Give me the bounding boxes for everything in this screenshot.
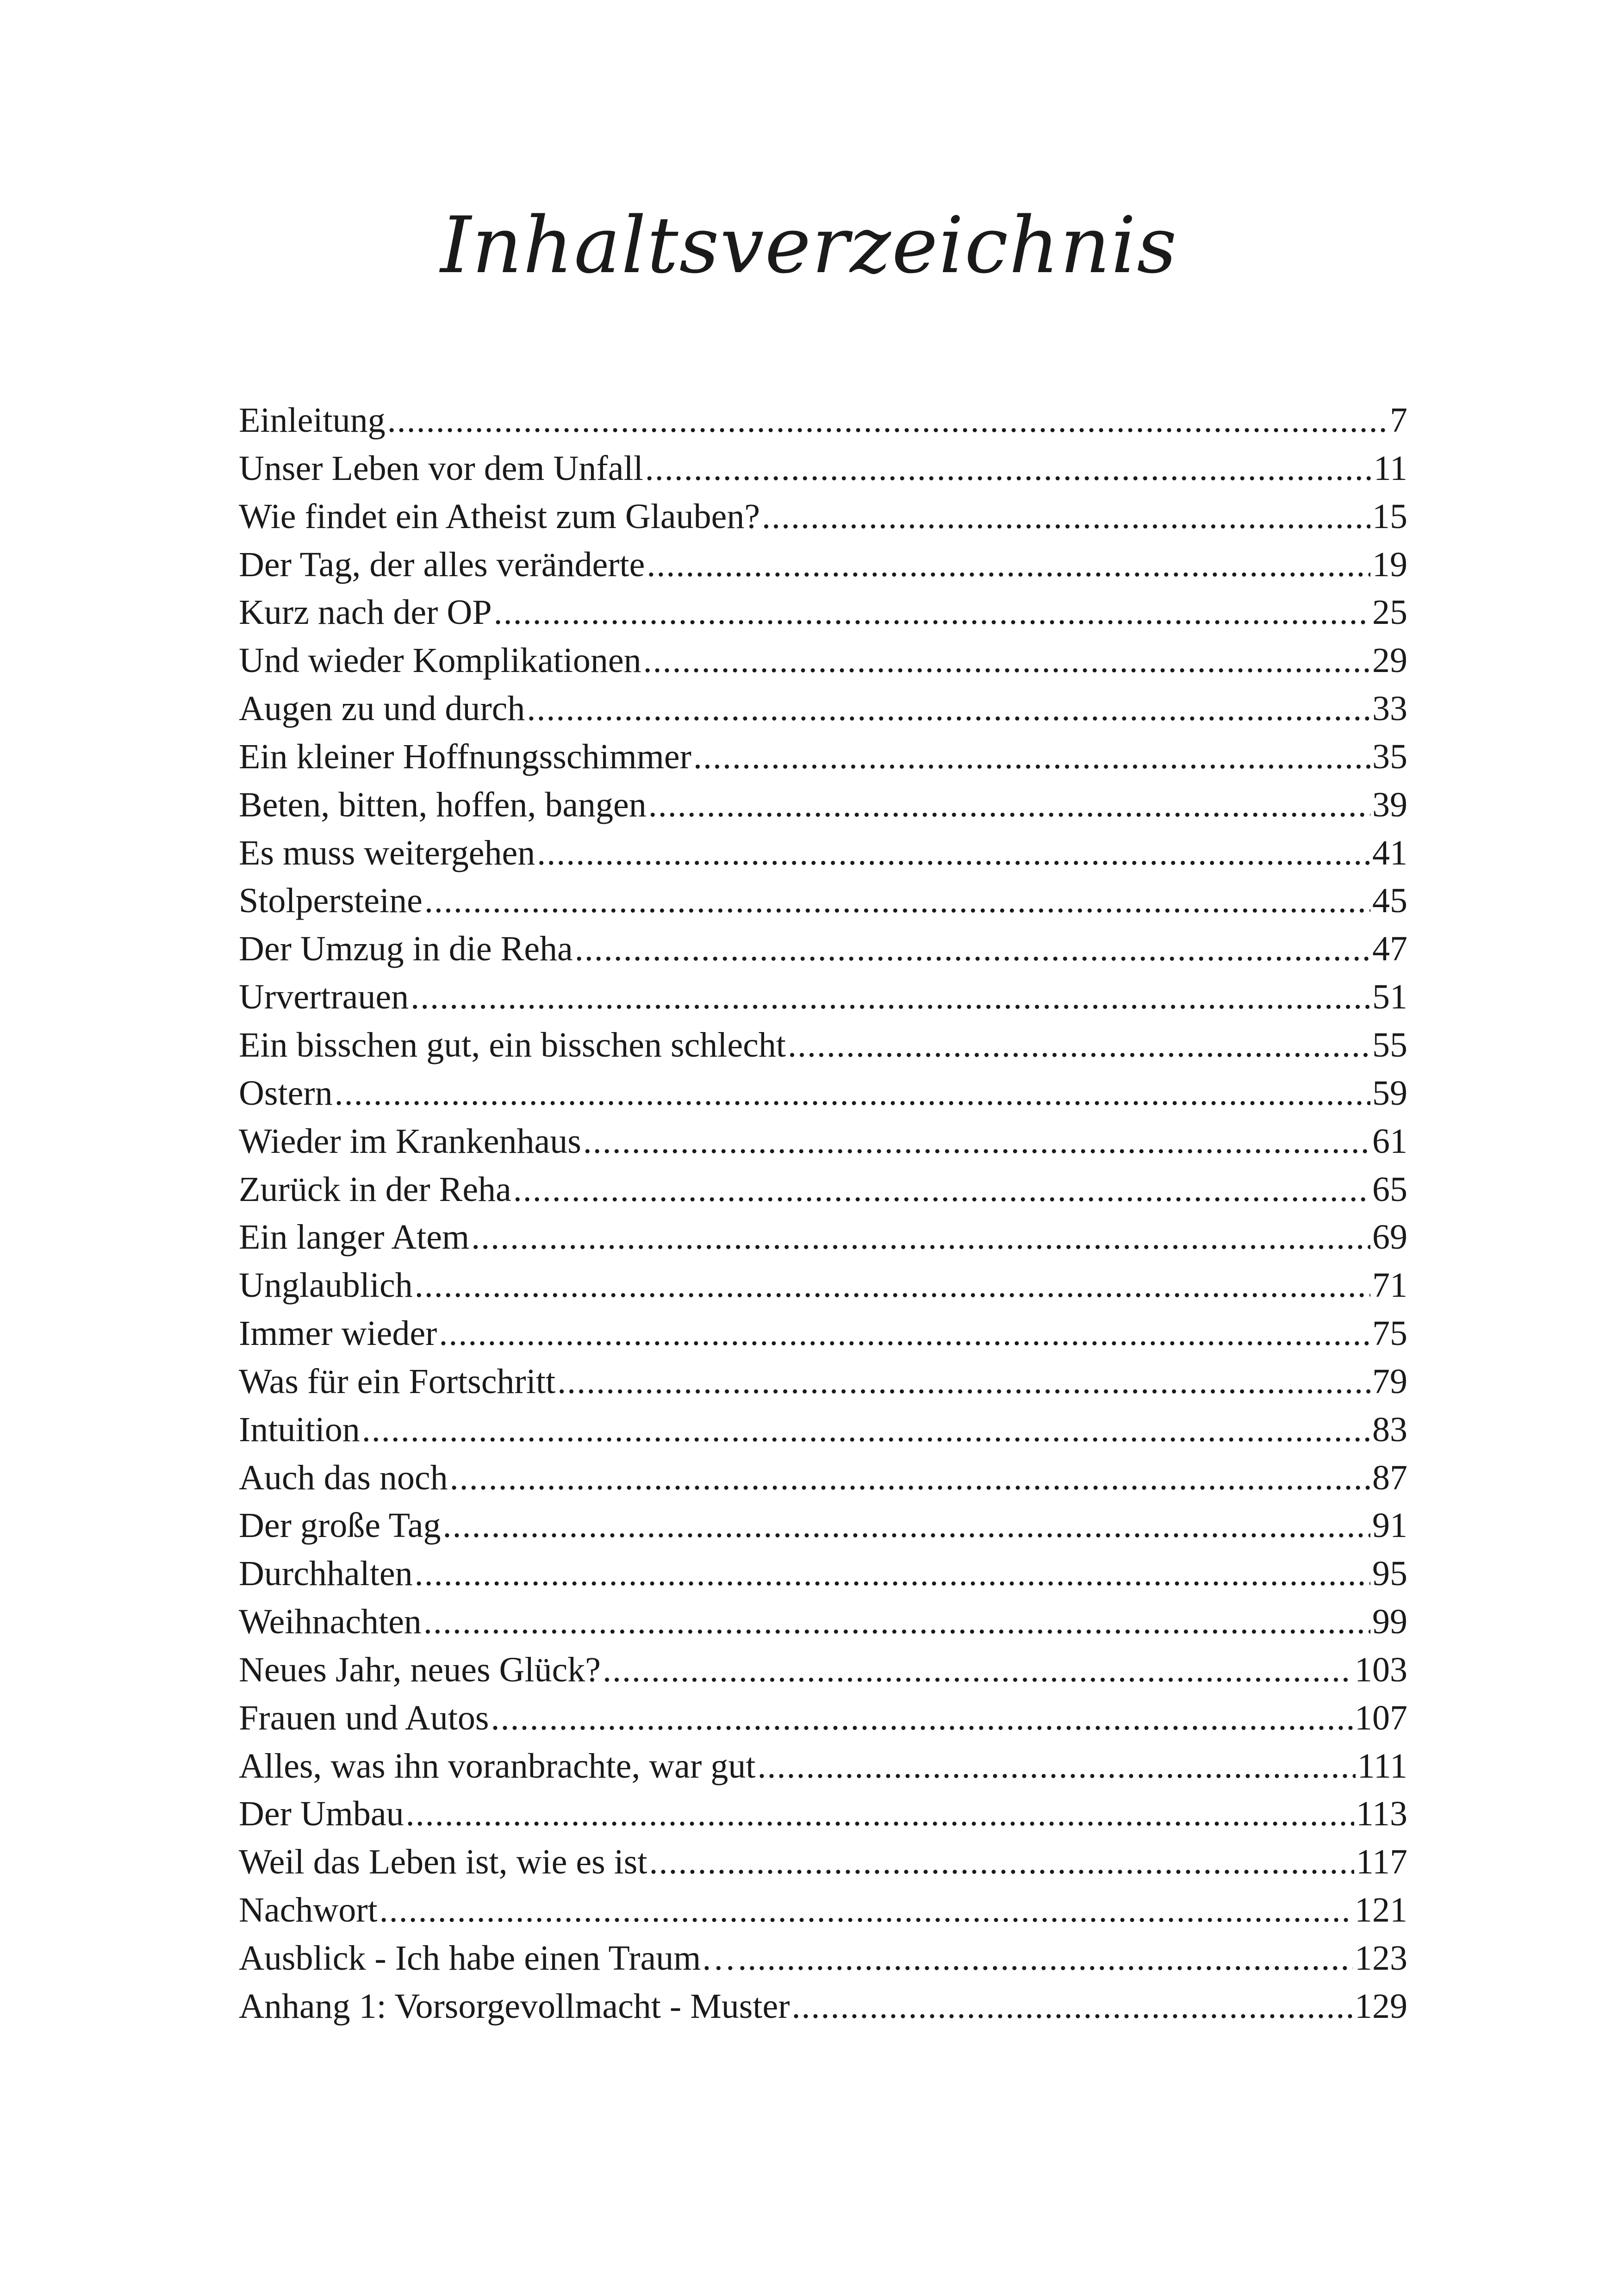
toc-entry bbox=[239, 1021, 1407, 1070]
toc-entry bbox=[239, 1213, 1407, 1262]
toc-entry-page-number: 65 bbox=[1372, 1170, 1407, 1209]
toc-entry-page-number: 95 bbox=[1372, 1554, 1407, 1593]
table-of-contents bbox=[239, 397, 1407, 2031]
toc-entry-page-number: 91 bbox=[1372, 1506, 1407, 1545]
toc-entry-title: Ein bisschen gut, ein bisschen schlecht bbox=[239, 1025, 786, 1064]
toc-entry-title: Stolpersteine bbox=[239, 881, 423, 921]
toc-entry-page-number: 15 bbox=[1372, 497, 1407, 536]
toc-entry-title: Der Tag, der alles veränderte bbox=[239, 545, 645, 584]
toc-entry-title: Neues Jahr, neues Glück? bbox=[239, 1650, 601, 1689]
toc-dot-leader bbox=[557, 1358, 1370, 1406]
toc-entry-page-number: 25 bbox=[1372, 593, 1407, 632]
toc-dot-leader bbox=[693, 733, 1370, 781]
toc-entry-page-number: 55 bbox=[1372, 1025, 1407, 1064]
toc-entry bbox=[239, 685, 1407, 733]
toc-dot-leader bbox=[792, 1983, 1353, 2031]
toc-dot-leader bbox=[380, 1886, 1353, 1935]
toc-entry-page-number: 51 bbox=[1372, 977, 1407, 1017]
toc-entry-title: Augen zu und durch bbox=[239, 689, 525, 728]
toc-dot-leader bbox=[471, 1213, 1370, 1262]
toc-dot-leader bbox=[537, 829, 1370, 877]
toc-entry bbox=[239, 1262, 1407, 1310]
toc-entry-page-number: 103 bbox=[1355, 1650, 1407, 1689]
toc-dot-leader bbox=[335, 1070, 1370, 1118]
toc-entry-title: Wie findet ein Atheist zum Glauben? bbox=[239, 497, 760, 536]
toc-entry-page-number: 111 bbox=[1357, 1746, 1407, 1786]
toc-dot-leader bbox=[494, 589, 1370, 637]
toc-entry-title: Anhang 1: Vorsorgevollmacht - Muster bbox=[239, 1986, 790, 2026]
toc-entry-title: Urvertrauen bbox=[239, 977, 409, 1017]
toc-entry-title: Zurück in der Reha bbox=[239, 1170, 511, 1209]
toc-entry bbox=[239, 1598, 1407, 1646]
toc-entry-page-number: 113 bbox=[1356, 1794, 1407, 1834]
toc-entry-title: Weihnachten bbox=[239, 1602, 422, 1642]
toc-dot-leader bbox=[406, 1790, 1354, 1838]
toc-entry bbox=[239, 397, 1407, 445]
toc-entry-title: Beten, bitten, hoffen, bangen bbox=[239, 785, 647, 824]
toc-dot-leader bbox=[439, 1310, 1370, 1358]
toc-entry bbox=[239, 1070, 1407, 1118]
toc-entry-page-number: 83 bbox=[1372, 1410, 1407, 1449]
toc-entry-title: Nachwort bbox=[239, 1891, 378, 1930]
toc-entry-page-number: 121 bbox=[1355, 1891, 1407, 1930]
toc-entry-page-number: 87 bbox=[1372, 1458, 1407, 1497]
toc-dot-leader bbox=[411, 973, 1370, 1021]
toc-entry-page-number: 47 bbox=[1372, 929, 1407, 969]
toc-entry-page-number: 75 bbox=[1372, 1314, 1407, 1353]
toc-entry bbox=[239, 1790, 1407, 1838]
toc-dot-leader bbox=[362, 1406, 1370, 1454]
toc-entry-title: Einleitung bbox=[239, 401, 386, 440]
toc-entry-page-number: 33 bbox=[1372, 689, 1407, 728]
toc-entry-page-number: 129 bbox=[1355, 1986, 1407, 2026]
toc-entry bbox=[239, 1550, 1407, 1598]
toc-dot-leader bbox=[491, 1694, 1353, 1742]
toc-entry bbox=[239, 1454, 1407, 1502]
toc-entry-title: Und wieder Komplikationen bbox=[239, 641, 641, 680]
toc-entry bbox=[239, 1694, 1407, 1742]
toc-entry bbox=[239, 445, 1407, 493]
toc-entry bbox=[239, 1358, 1407, 1406]
toc-entry bbox=[239, 1886, 1407, 1935]
toc-entry-title: Unglaublich bbox=[239, 1266, 413, 1305]
toc-entry-page-number: 41 bbox=[1372, 833, 1407, 872]
toc-entry bbox=[239, 973, 1407, 1021]
toc-entry-title: Der große Tag bbox=[239, 1506, 441, 1545]
toc-entry-page-number: 79 bbox=[1372, 1362, 1407, 1401]
toc-entry-title: Der Umzug in die Reha bbox=[239, 929, 573, 969]
toc-entry-page-number: 35 bbox=[1372, 737, 1407, 776]
toc-dot-leader bbox=[649, 1838, 1354, 1886]
toc-entry-title: Kurz nach der OP bbox=[239, 593, 492, 632]
toc-entry-title: Es muss weitergehen bbox=[239, 833, 535, 872]
toc-entry bbox=[239, 1502, 1407, 1550]
toc-entry bbox=[239, 1646, 1407, 1694]
toc-dot-leader bbox=[513, 1166, 1370, 1214]
toc-entry-page-number: 107 bbox=[1355, 1698, 1407, 1737]
toc-entry-page-number: 45 bbox=[1372, 881, 1407, 921]
toc-entry bbox=[239, 589, 1407, 637]
toc-dot-leader bbox=[757, 1742, 1355, 1791]
toc-entry-title: Durchhalten bbox=[239, 1554, 413, 1593]
toc-dot-leader bbox=[583, 1118, 1370, 1166]
toc-entry bbox=[239, 733, 1407, 781]
toc-entry-title: Ostern bbox=[239, 1073, 333, 1113]
toc-entry bbox=[239, 1838, 1407, 1886]
toc-entry-page-number: 123 bbox=[1355, 1939, 1407, 1978]
toc-dot-leader bbox=[648, 781, 1370, 829]
toc-dot-leader bbox=[647, 541, 1370, 589]
toc-entry-page-number: 99 bbox=[1372, 1602, 1407, 1642]
toc-entry-page-number: 71 bbox=[1372, 1266, 1407, 1305]
toc-dot-leader bbox=[423, 1598, 1370, 1646]
toc-entry-page-number: 61 bbox=[1372, 1121, 1407, 1161]
toc-entry-title: Frauen und Autos bbox=[239, 1698, 489, 1737]
toc-entry bbox=[239, 1310, 1407, 1358]
toc-entry bbox=[239, 925, 1407, 973]
toc-entry-page-number: 59 bbox=[1372, 1073, 1407, 1113]
toc-dot-leader bbox=[415, 1262, 1370, 1310]
toc-entry-page-number: 7 bbox=[1390, 401, 1407, 440]
toc-entry bbox=[239, 1742, 1407, 1791]
toc-dot-leader bbox=[424, 877, 1370, 925]
toc-dot-leader bbox=[603, 1646, 1353, 1694]
toc-dot-leader bbox=[415, 1550, 1370, 1598]
toc-entry bbox=[239, 493, 1407, 541]
toc-entry bbox=[239, 637, 1407, 685]
toc-dot-leader bbox=[762, 493, 1370, 541]
toc-dot-leader bbox=[527, 685, 1370, 733]
toc-entry-page-number: 19 bbox=[1372, 545, 1407, 584]
toc-entry-page-number: 11 bbox=[1373, 448, 1407, 488]
toc-entry-page-number: 117 bbox=[1356, 1842, 1407, 1882]
toc-entry-title: Wieder im Krankenhaus bbox=[239, 1121, 581, 1161]
toc-entry bbox=[239, 1983, 1407, 2031]
toc-entry-title: Der Umbau bbox=[239, 1794, 404, 1834]
toc-dot-leader bbox=[645, 445, 1372, 493]
toc-entry-title: Ein langer Atem bbox=[239, 1218, 470, 1257]
toc-entry-title: Ein kleiner Hoffnungsschimmer bbox=[239, 737, 691, 776]
toc-entry bbox=[239, 541, 1407, 589]
toc-entry-title: Was für ein Fortschritt bbox=[239, 1362, 556, 1401]
toc-entry-page-number: 29 bbox=[1372, 641, 1407, 680]
toc-entry-page-number: 39 bbox=[1372, 785, 1407, 824]
toc-entry bbox=[239, 829, 1407, 877]
toc-entry bbox=[239, 1118, 1407, 1166]
toc-entry-title: Immer wieder bbox=[239, 1314, 437, 1353]
toc-entry-title: Unser Leben vor dem Unfall bbox=[239, 448, 643, 488]
toc-dot-leader bbox=[450, 1454, 1370, 1502]
toc-entry-title: Auch das noch bbox=[239, 1458, 448, 1497]
toc-entry bbox=[239, 1935, 1407, 1983]
toc-entry-title: Weil das Leben ist, wie es ist bbox=[239, 1842, 647, 1882]
toc-entry-title: Alles, was ihn voranbrachte, war gut bbox=[239, 1746, 756, 1786]
toc-dot-leader bbox=[788, 1021, 1370, 1070]
page-title: Inhaltsverzeichnis bbox=[440, 200, 1178, 291]
toc-entry-title: Intuition bbox=[239, 1410, 360, 1449]
toc-entry bbox=[239, 877, 1407, 925]
toc-entry-page-number: 69 bbox=[1372, 1218, 1407, 1257]
toc-dot-leader bbox=[575, 925, 1370, 973]
toc-entry bbox=[239, 1166, 1407, 1214]
toc-entry bbox=[239, 781, 1407, 829]
toc-entry-title: Ausblick - Ich habe einen Traum… bbox=[239, 1939, 736, 1978]
toc-dot-leader bbox=[387, 397, 1388, 445]
toc-dot-leader bbox=[738, 1935, 1353, 1983]
toc-dot-leader bbox=[643, 637, 1370, 685]
toc-dot-leader bbox=[442, 1502, 1370, 1550]
toc-entry bbox=[239, 1406, 1407, 1454]
